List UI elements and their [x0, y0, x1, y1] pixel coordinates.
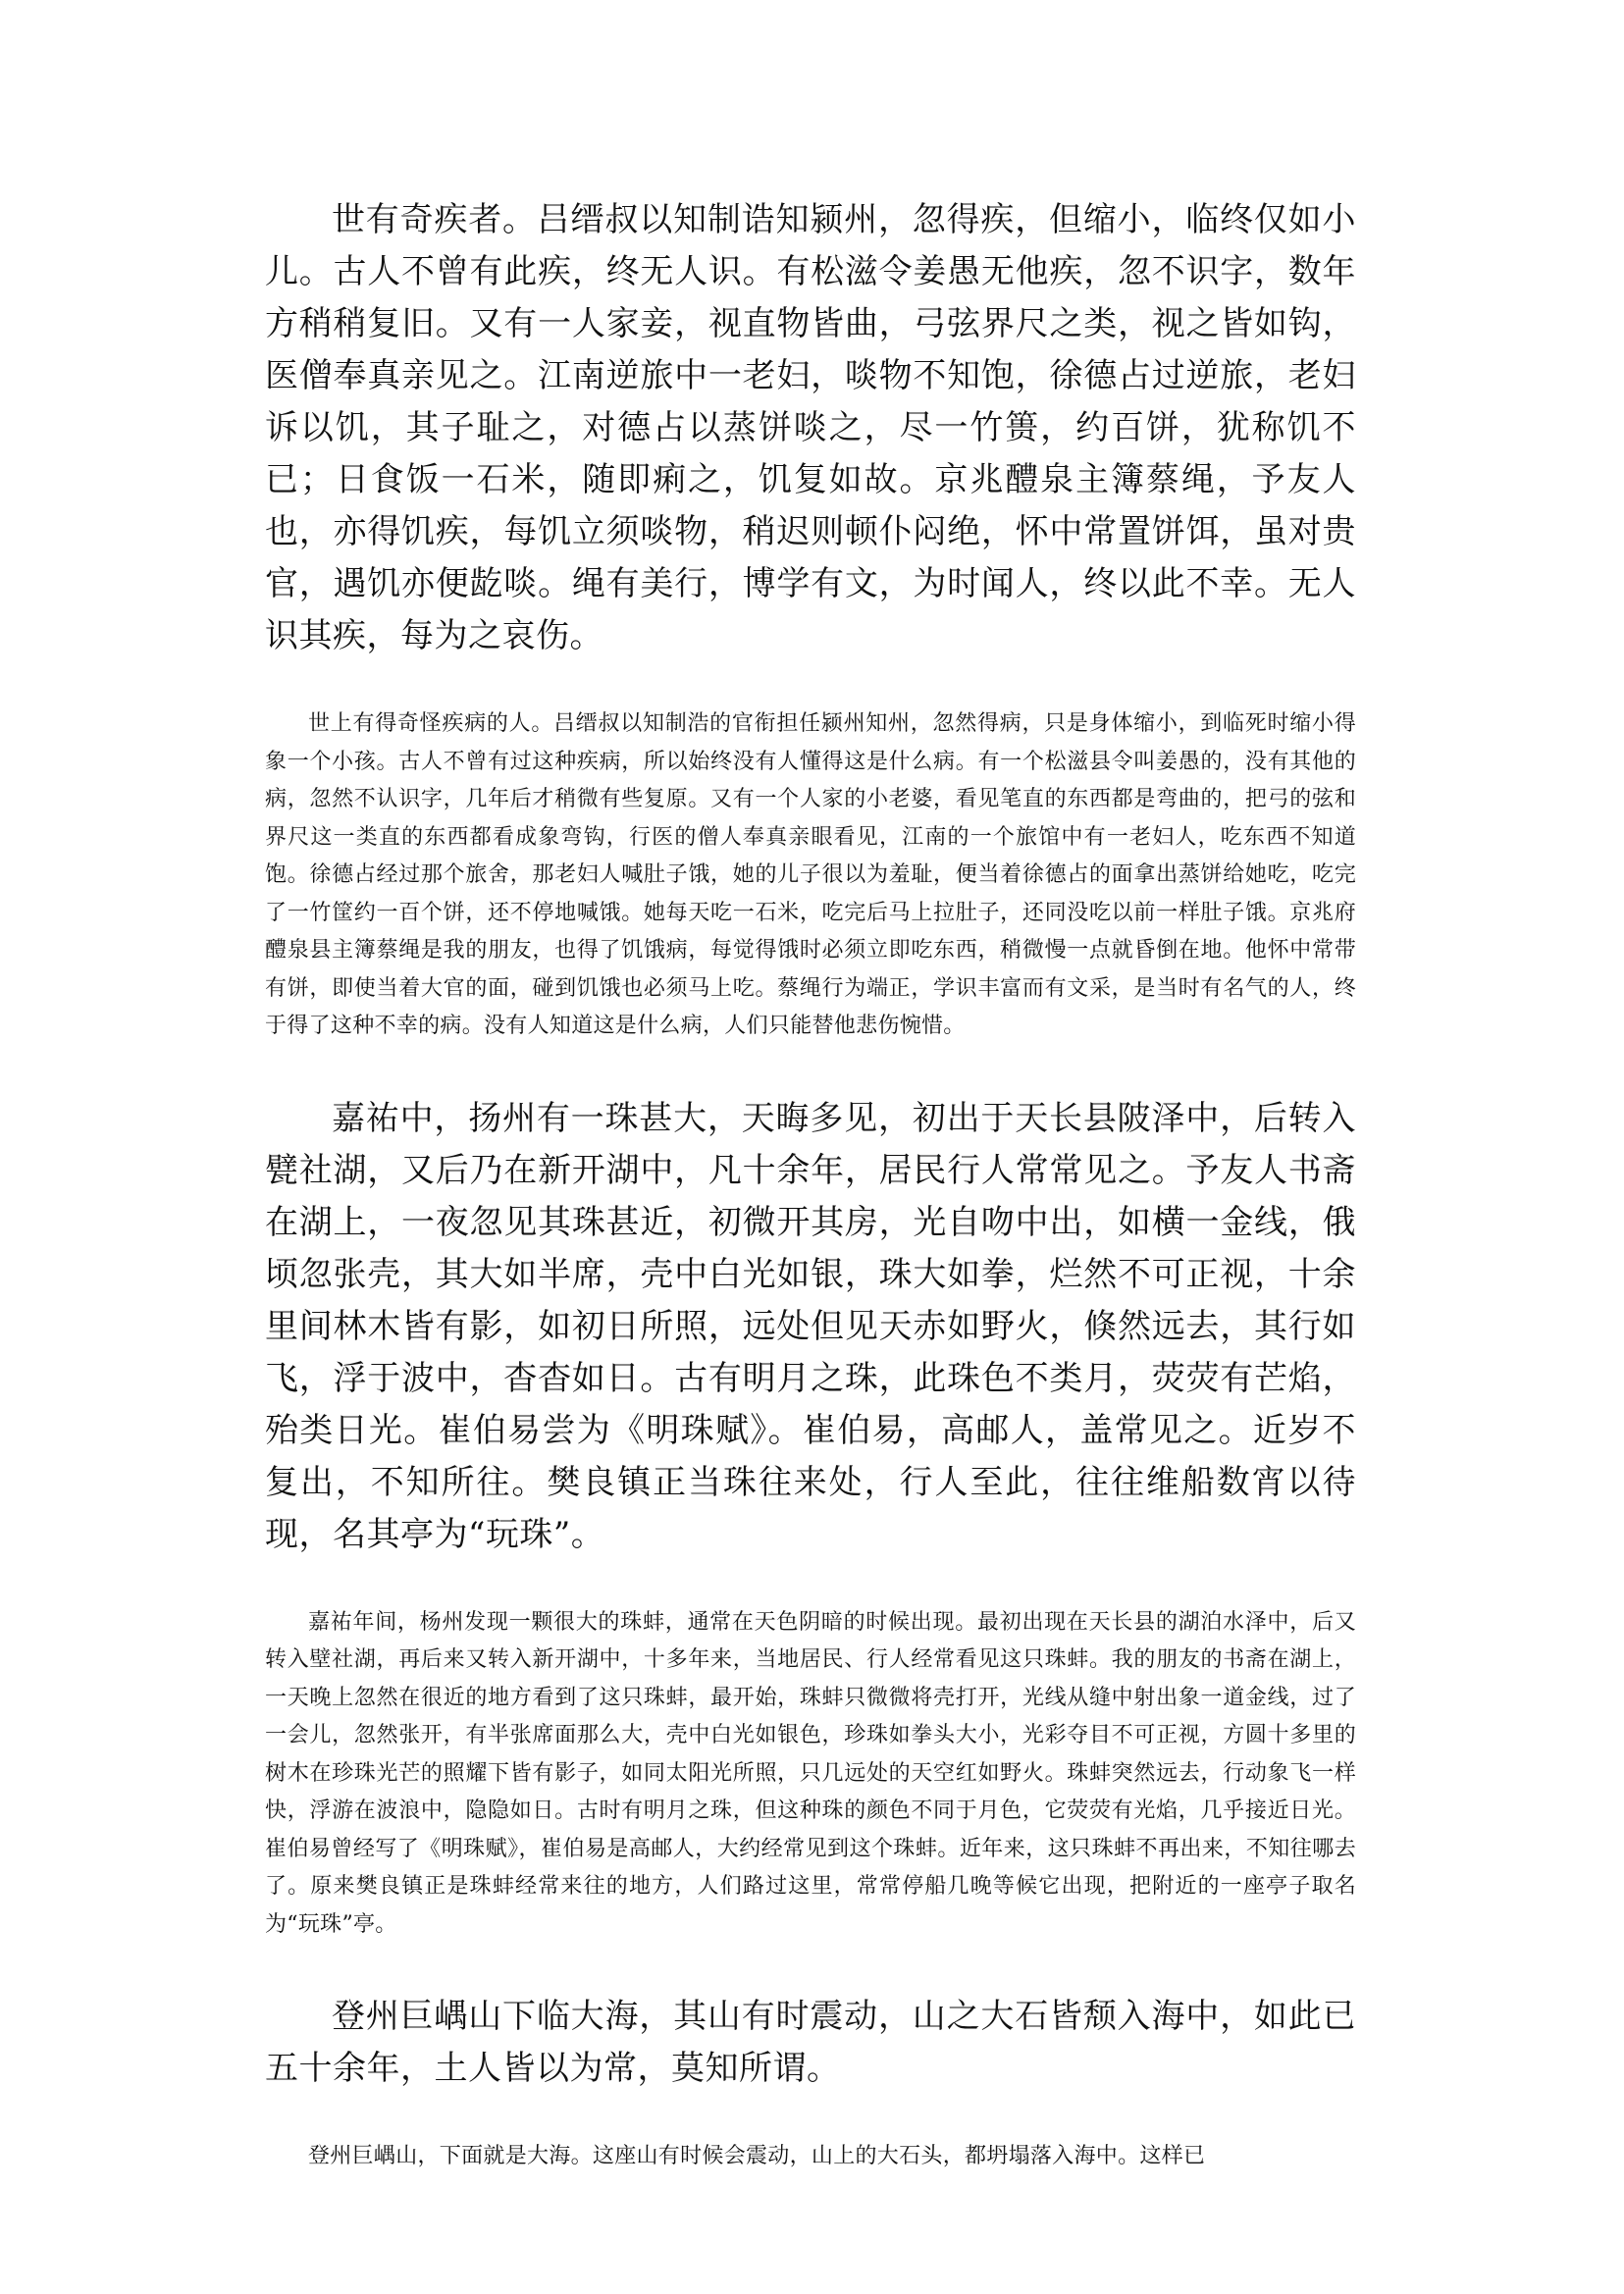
- classical-text-2: 嘉祐中，扬州有一珠甚大，天晦多见，初出于天长县陂泽中，后转入甓社湖，又后乃在新开湖中，凡十余年，居民行人常常见之。予友人书斋在湖上，一夜忽见其珠甚近，初微开其房，光自吻中出，如横一金线，俄顷忽张壳，其大如半席，壳中白光如银，珠大如拳，烂然不可正视，十余里间林木皆有影，如初日所照，远处但见天赤如野火，倏然远去，其行如飞，浮于波中，杳杳如日。古有明月之珠，此珠色不类月，荧荧有芒焰，殆类日光。崔伯易尝为《明珠赋》。崔伯易，高邮人，盖常见之。近岁不复出，不知所往。樊良镇正当珠往来处，行人至此，往往维船数宵以待现，名其亭为“玩珠”。: [265, 1098, 1356, 1554]
- translation-text-1: 世上有得奇怪疾病的人。吕缙叔以知制浩的官衔担任颍州知州，忽然得病，只是身体缩小，到临死时缩小得象一个小孩。古人不曾有过这种疾病，所以始终没有人懂得这是什么病。有一个松滋县令叫姜愚的，没有其他的病，忽然不认识字，几年后才稍微有些复原。又有一个人家的小老婆，看见笔直的东西都是弯曲的，把弓的弦和界尺这一类直的东西都看成象弯钩，行医的僧人奉真亲眼看见，江南的一个旅馆中有一老妇人，吃东西不知道饱。徐德占经过那个旅舍，那老妇人喊肚子饿，她的儿子很以为羞耻，便当着徐德占的面拿出蒸饼给她吃，吃完了一竹筐约一百个饼，还不停地喊饿。她每天吃一石米，吃完后马上拉肚子，还同没吃以前一样肚子饿。京兆府醴泉县主簿蔡绳是我的朋友，也得了饥饿病，每觉得饿时必须立即吃东西，稍微慢一点就昏倒在地。他怀中常带有饼，即使当着大官的面，碰到饥饿也必须马上吃。蔡绳行为端正，学识丰富而有文采，是当时有名气的人，终于得了这种不幸的病。没有人知道这是什么病，人们只能替他悲伤惋惜。: [265, 711, 1356, 1038]
- classical-text-3: 登州巨嵎山下临大海，其山有时震动，山之大石皆颓入海中，如此已五十余年，土人皆以为常，莫知所谓。: [265, 1997, 1356, 2088]
- translation-text-2: 嘉祐年间，杨州发现一颗很大的珠蚌，通常在天色阴暗的时候出现。最初出现在天长县的湖泊水泽中，后又转入壁社湖，再后来又转入新开湖中，十多年来，当地居民、行人经常看见这只珠蚌。我的朋友的书斋在湖上，一天晚上忽然在很近的地方看到了这只珠蚌，最开始，珠蚌只微微将壳打开，光线从缝中射出象一道金线，过了一会儿，忽然张开，有半张席面那么大，壳中白光如银色，珍珠如拳头大小，光彩夺目不可正视，方圆十多里的树木在珍珠光芒的照耀下皆有影子，如同太阳光所照，只几远处的天空红如野火。珠蚌突然远去，行动象飞一样快，浮游在波浪中，隐隐如日。古时有明月之珠，但这种珠的颜色不同于月色，它荧荧有光焰，几乎接近日光。崔伯易曾经写了《明珠赋》，崔伯易是高邮人，大约经常见到这个珠蚌。近年来，这只珠蚌不再出来，不知往哪去了。原来樊良镇正是珠蚌经常来往的地方，人们路过这里，常常停船几晚等候它出现，把附近的一座亭子取名为“玩珠”亭。: [265, 1609, 1356, 1937]
- classical-text-1: 世有奇疾者。吕缙叔以知制诰知颍州，忽得疾，但缩小，临终仅如小儿。古人不曾有此疾，终无人识。有松滋令姜愚无他疾，忽不识字，数年方稍稍复旧。又有一人家妾，视直物皆曲，弓弦界尺之类，视之皆如钩，医僧奉真亲见之。江南逆旅中一老妇，啖物不知饱，徐德占过逆旅，老妇诉以饥，其子耻之，对德占以蒸饼啖之，尽一竹篑，约百饼，犹称饥不已；日食饭一石米，随即痢之，饥复如故。京兆醴泉主簿蔡绳，予友人也，亦得饥疾，每饥立须啖物，稍迟则顿仆闷绝，怀中常置饼饵，虽对贵官，遇饥亦便龁啖。绳有美行，博学有文，为时闻人，终以此不幸。无人识其疾，每为之哀伤。: [265, 200, 1356, 655]
- document-page: [265, 194, 1356, 2176]
- translation-text-3: 登州巨嵎山，下面就是大海。这座山有时候会震动，山上的大石头，都坍塌落入海中。这样已: [308, 2144, 1206, 2168]
